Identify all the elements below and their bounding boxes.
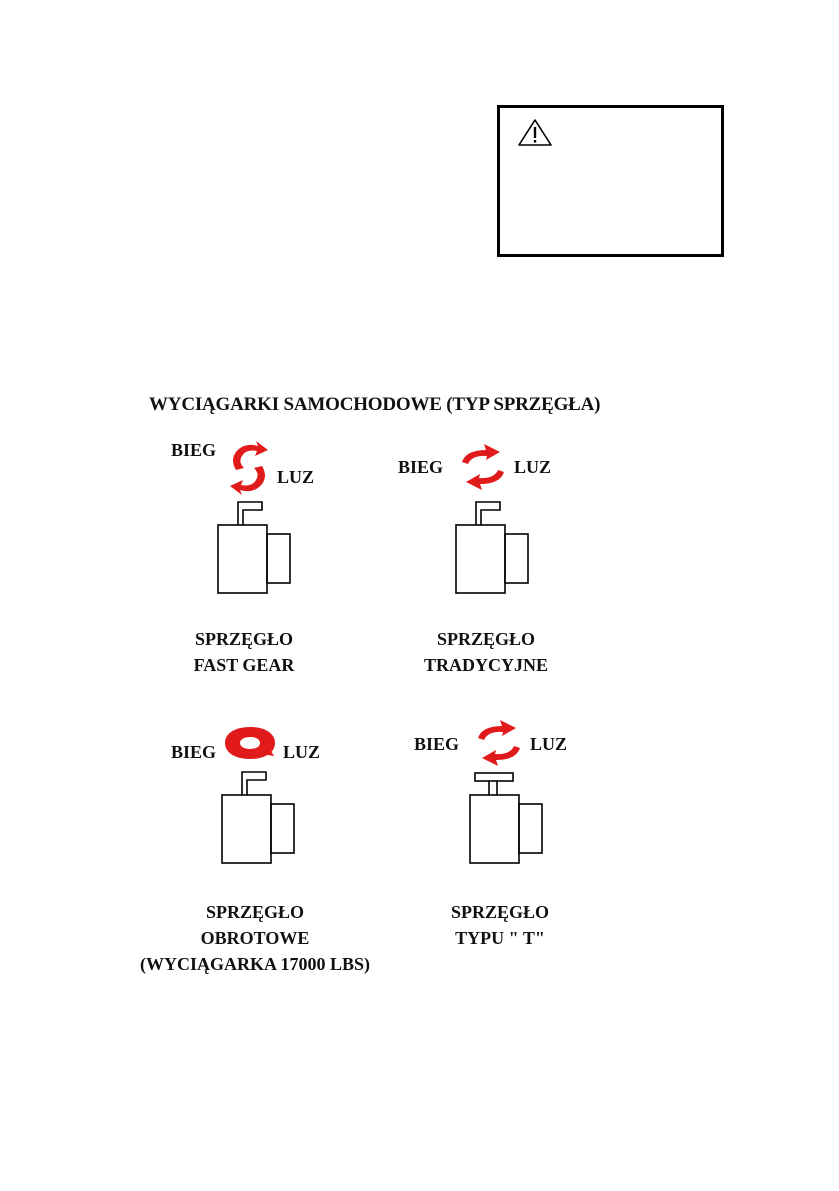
rotate-arrows-icon bbox=[472, 720, 526, 766]
caption-line: (WYCIĄGARKA 17000 LBS) bbox=[139, 954, 371, 974]
rotate-arrows-icon bbox=[228, 440, 270, 496]
engage-label: BIEG bbox=[398, 457, 444, 477]
clutch-caption bbox=[174, 626, 314, 678]
caption-line: SPRZĘGŁO bbox=[194, 629, 294, 649]
engage-label: BIEG bbox=[171, 440, 217, 460]
release-label: LUZ bbox=[530, 734, 568, 754]
page-heading: WYCIĄGARKI SAMOCHODOWE (TYP SPRZĘGŁA) bbox=[149, 394, 601, 415]
caption-line: TRADYCYJNE bbox=[423, 655, 548, 675]
winch-body-icon bbox=[219, 770, 299, 866]
warning-box bbox=[497, 105, 724, 257]
rotate-arrows-icon bbox=[456, 444, 510, 490]
release-label: LUZ bbox=[514, 457, 552, 477]
engage-label: BIEG bbox=[171, 742, 217, 762]
engage-label: BIEG bbox=[414, 734, 460, 754]
clutch-caption bbox=[406, 626, 566, 678]
winch-body-icon bbox=[215, 500, 295, 596]
caption-line: SPRZĘGŁO bbox=[436, 629, 536, 649]
caption-line: SPRZĘGŁO bbox=[450, 902, 550, 922]
winch-body-icon bbox=[453, 500, 533, 596]
warning-triangle-icon bbox=[517, 118, 553, 148]
release-label: LUZ bbox=[283, 742, 321, 762]
caption-line: FAST GEAR bbox=[193, 655, 295, 675]
winch-body-t-lever-icon bbox=[467, 770, 547, 866]
rotate-ring-icon bbox=[222, 724, 278, 762]
clutch-caption bbox=[430, 899, 570, 951]
caption-line: SPRZĘGŁO bbox=[205, 902, 305, 922]
release-label: LUZ bbox=[277, 467, 315, 487]
caption-line: TYPU " T" bbox=[455, 928, 545, 948]
caption-line: OBROTOWE bbox=[200, 928, 310, 948]
clutch-caption bbox=[120, 899, 390, 977]
